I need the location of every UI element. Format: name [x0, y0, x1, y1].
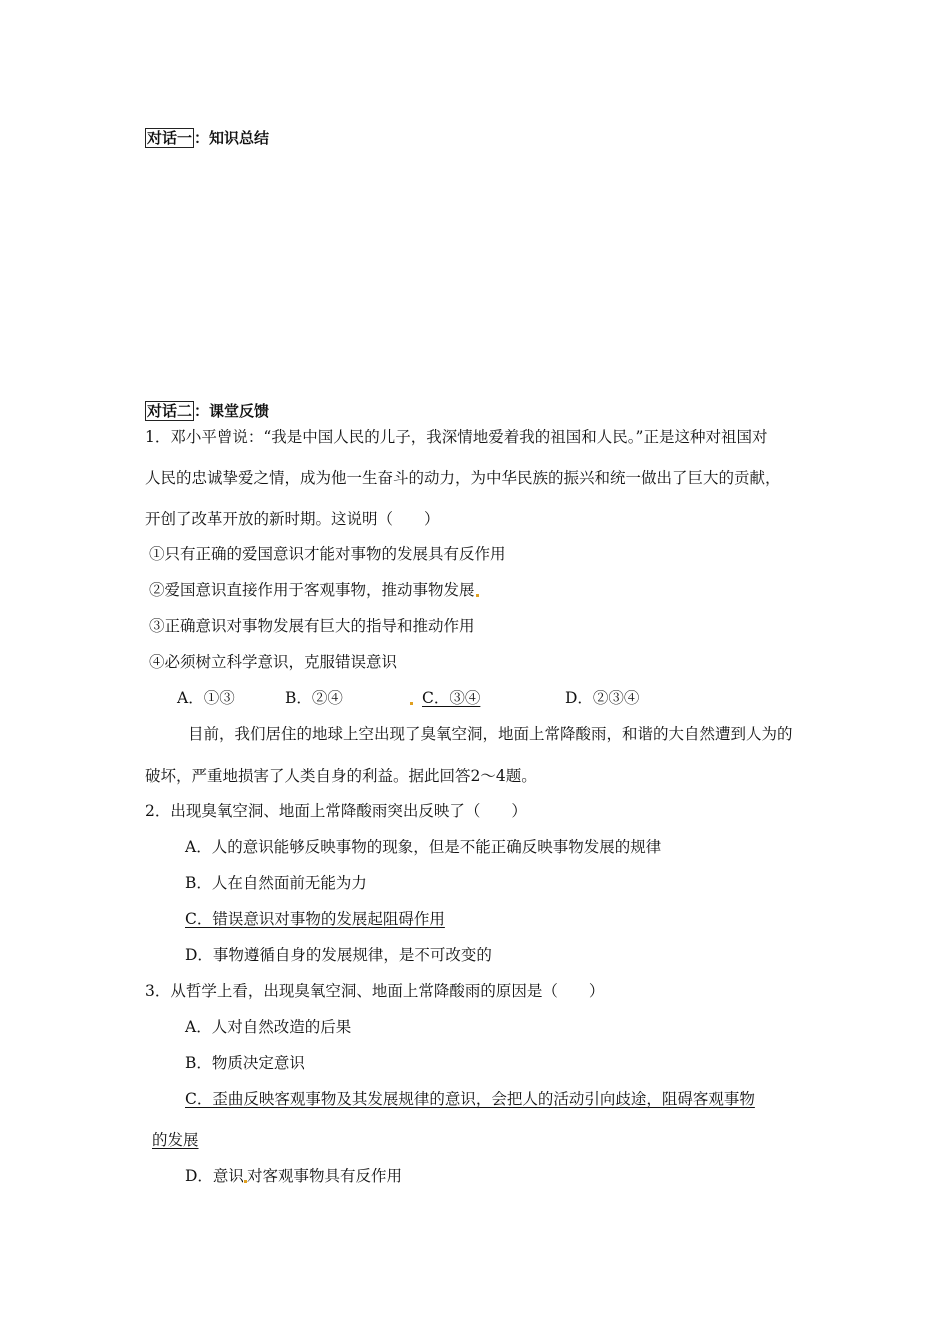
q1-option-a: A．①③ — [177, 689, 235, 707]
q1-option-c-text: C．③④ — [422, 689, 481, 707]
q3-option-c-line1: C．歪曲反映客观事物及其发展规律的意识，会把人的活动引向歧途，阻碍客观事物 — [185, 1090, 755, 1108]
heading-rest-text: ：课堂反馈 — [194, 402, 270, 420]
intro-line1: 目前，我们居住的地球上空出现了臭氧空洞，地面上常降酸雨，和谐的大自然遭到人为的 — [188, 725, 793, 743]
q2-stem: 2．出现臭氧空洞、地面上常降酸雨突出反映了（ ） — [145, 802, 527, 820]
q1-item-3: ③正确意识对事物发展有巨大的指导和推动作用 — [149, 617, 475, 635]
heading-rest-text: ：知识总结 — [194, 129, 270, 147]
q3-option-c-line2: 的发展 — [152, 1131, 199, 1149]
mark-dot — [410, 702, 413, 705]
q1-option-b: B．②④ — [285, 689, 343, 707]
q2-option-b: B．人在自然面前无能为力 — [185, 874, 367, 892]
section-heading-summary — [145, 128, 269, 148]
q1-item-4: ④必须树立科学意识，克服错误意识 — [149, 653, 398, 671]
intro-line2: 破坏，严重地损害了人类自身的利益。据此回答2～4题。 — [145, 767, 537, 785]
heading-boxed-text: 对话一 — [147, 129, 193, 147]
q1-stem-line3: 开创了改革开放的新时期。这说明（ ） — [145, 510, 440, 528]
section-heading-feedback — [145, 401, 269, 421]
q1-option-d: D．②③④ — [565, 689, 640, 707]
q1-item-2 — [149, 580, 480, 600]
q3-option-b: B．物质决定意识 — [185, 1054, 305, 1072]
q3-stem: 3．从哲学上看，出现臭氧空洞、地面上常降酸雨的原因是（ ） — [145, 982, 605, 1000]
q1-stem-line1: 1．邓小平曾说：“我是中国人民的儿子，我深情地爱着我的祖国和人民。”正是这种对祖国对 — [145, 428, 768, 446]
mark-dot — [476, 594, 479, 597]
q1-item-2-text: ②爱国意识直接作用于客观事物，推动事物发展 — [149, 581, 475, 599]
q1-item-1: ①只有正确的爱国意识才能对事物的发展具有反作用 — [149, 545, 506, 563]
q3-option-d — [185, 1166, 402, 1186]
q1-option-c — [409, 688, 480, 708]
q2-option-a: A．人的意识能够反映事物的现象，但是不能正确反映事物发展的规律 — [185, 838, 662, 856]
q3-option-d-pre: D．意识 — [185, 1167, 244, 1185]
q2-option-c: C．错误意识对事物的发展起阻碍作用 — [185, 910, 445, 928]
q3-option-a: A．人对自然改造的后果 — [185, 1018, 352, 1036]
q2-option-d: D．事物遵循自身的发展规律，是不可改变的 — [185, 946, 492, 964]
heading-boxed-text: 对话二 — [147, 402, 193, 420]
q1-stem-line2: 人民的忠诚挚爱之情，成为他一生奋斗的动力，为中华民族的振兴和统一做出了巨大的贡献， — [145, 469, 781, 487]
q3-option-d-post: 对客观事物具有反作用 — [246, 1167, 402, 1185]
